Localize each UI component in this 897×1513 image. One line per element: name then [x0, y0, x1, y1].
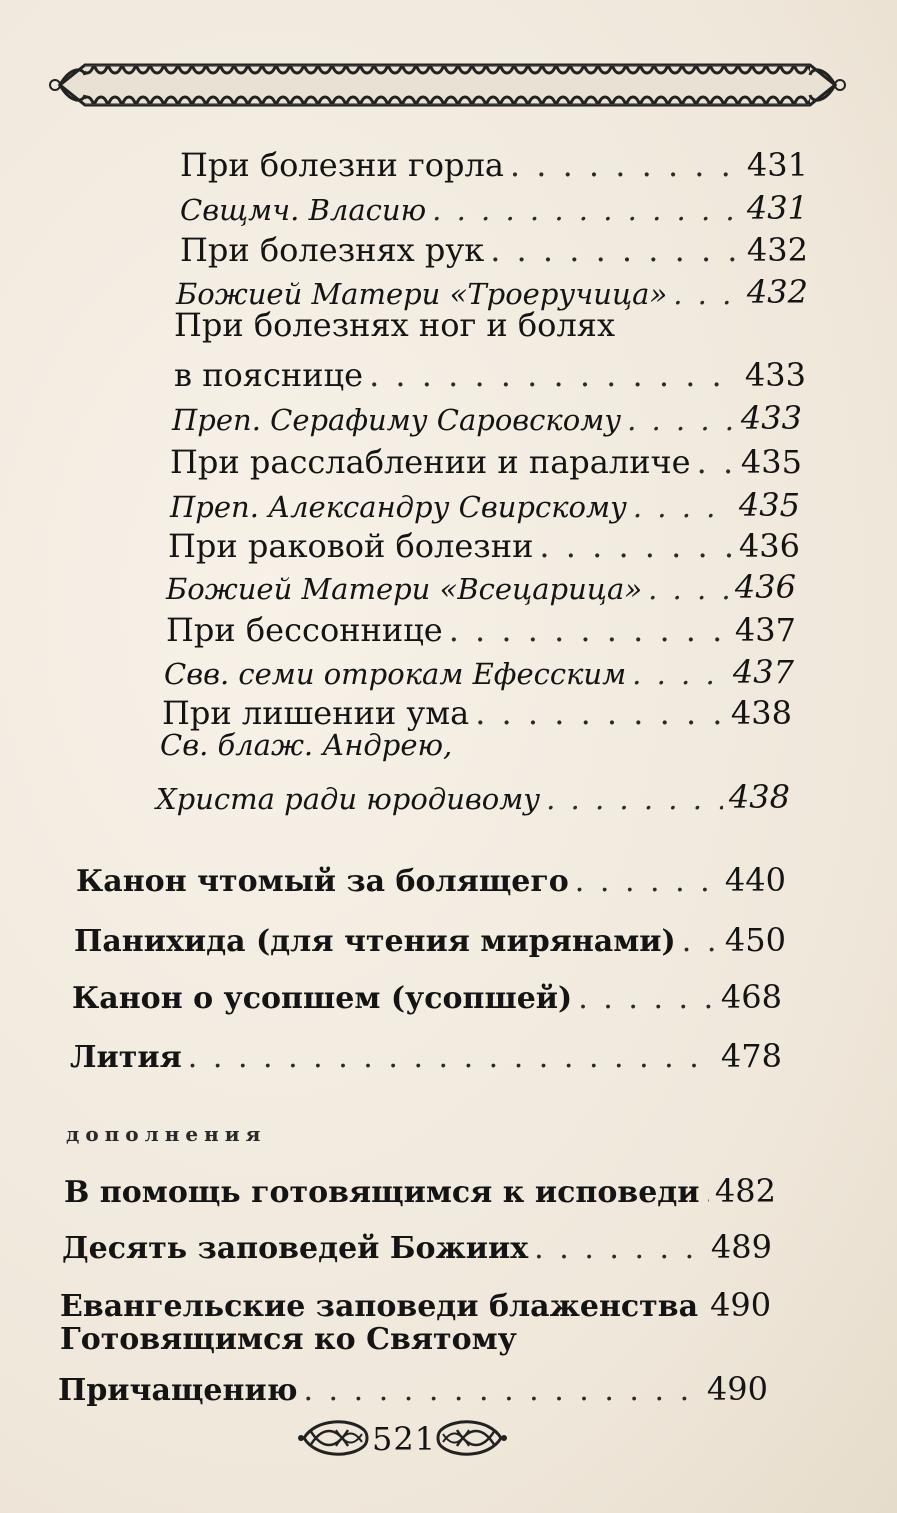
toc-entry[interactable]	[170, 480, 800, 524]
toc-entry-label: При бессоннице	[166, 611, 443, 649]
toc-main-entry[interactable]	[60, 1280, 770, 1324]
toc-entry-page: 437	[734, 611, 796, 649]
toc-entry-page: 440	[724, 861, 786, 899]
toc-entry-page: 433	[740, 399, 802, 437]
braid-ornament-icon	[45, 45, 850, 125]
leader-dots	[303, 1373, 700, 1408]
toc-entry-page: 490	[710, 1286, 772, 1324]
leader-dots	[697, 443, 735, 481]
toc-main-entry[interactable]	[76, 855, 786, 899]
toc-entry[interactable]	[166, 562, 796, 606]
toc-entry-label: Евангельские заповеди блаженства	[60, 1289, 699, 1324]
toc-entry-page: 490	[706, 1370, 768, 1408]
braid-ornament-icon	[296, 1410, 371, 1466]
leader-dots	[490, 231, 741, 269]
toc-entry[interactable]	[162, 688, 792, 732]
toc-entry[interactable]	[170, 437, 802, 481]
leader-dots	[510, 146, 741, 184]
leader-dots	[475, 694, 725, 732]
leader-dots	[449, 611, 729, 649]
toc-entry-label: При лишении ума	[162, 694, 470, 732]
leader-dots	[632, 657, 727, 691]
toc-entry-label: Божией Матери «Троеручица»	[176, 277, 668, 311]
toc-entry-label: Причащению	[58, 1373, 298, 1408]
toc-entry-label: При болезни горла	[180, 146, 504, 184]
toc-entry-page: 450	[724, 921, 786, 959]
braid-ornament-icon	[434, 1410, 509, 1466]
toc-entry-label: При расслаблении и параличе	[170, 443, 691, 481]
toc-entry-page: 436	[734, 568, 796, 606]
toc-entry-page: 435	[740, 443, 802, 481]
toc-entry[interactable]	[176, 267, 808, 311]
toc-entry[interactable]	[164, 647, 794, 691]
toc-entry-label-line1: При болезнях ног и болях	[174, 306, 615, 344]
leader-dots	[648, 572, 729, 606]
toc-entry[interactable]	[156, 770, 790, 816]
toc-main-entry[interactable]	[70, 1031, 782, 1075]
leader-dots	[369, 356, 739, 394]
toc-entry-label: Панихида (для чтения мирянами)	[74, 924, 676, 959]
toc-entry-label: Канон чтомый за болящего	[76, 864, 569, 899]
toc-entry-label: При раковой болезни	[168, 527, 534, 565]
leader-dots	[706, 1175, 709, 1210]
toc-entry-page: 431	[746, 146, 808, 184]
toc-entry-page: 432	[746, 231, 808, 269]
toc-entry-label: Свщмч. Власию	[180, 193, 427, 227]
toc-entry-label-line1: Св. блаж. Андрею,	[160, 728, 453, 762]
toc-main-entry[interactable]	[64, 1166, 776, 1210]
toc-entry[interactable]	[180, 225, 808, 269]
toc-entry-page: 432	[746, 273, 808, 311]
toc-entry-label: Канон о усопшем (усопшей)	[72, 981, 573, 1016]
leader-dots	[546, 782, 723, 816]
toc-entry-label: Христа ради юродивому	[156, 782, 541, 816]
toc-entry-label: В помощь готовящимся к исповеди	[64, 1175, 700, 1210]
toc-main-entry[interactable]	[62, 1222, 772, 1266]
leader-dots	[575, 864, 719, 899]
leader-dots	[673, 277, 741, 311]
toc-entry-page: 438	[730, 694, 792, 732]
toc-entry[interactable]	[174, 350, 806, 394]
toc-entry-page: 438	[728, 778, 790, 816]
toc-main-entry[interactable]	[58, 1364, 768, 1408]
leader-dots	[432, 193, 741, 227]
toc-entry-page: 435	[738, 486, 800, 524]
toc-entry-label: Свв. семи отрокам Ефесским	[164, 657, 627, 691]
toc-entry-label: в пояснице	[174, 356, 364, 394]
toc-entry-page: 468	[720, 978, 782, 1016]
toc-main-entry[interactable]	[74, 915, 786, 959]
toc-entry-label: При болезнях рук	[180, 231, 485, 269]
toc-entry[interactable]	[172, 393, 802, 437]
toc-entry-label-line1: Готовящимся ко Святому	[60, 1322, 517, 1357]
toc-entry[interactable]	[180, 183, 808, 227]
toc-entry-label: Божией Матери «Всецарица»	[166, 572, 643, 606]
toc-entry-label: Лития	[70, 1040, 182, 1075]
toc-entry-page: 437	[732, 653, 794, 691]
leader-dots	[633, 490, 733, 524]
toc-entry[interactable]	[166, 605, 796, 649]
toc-entry[interactable]	[168, 521, 800, 565]
toc-entry-page: 436	[738, 527, 800, 565]
toc-entry-page: 478	[720, 1037, 782, 1075]
toc-entry-label: Преп. Серафиму Саровскому	[172, 403, 622, 437]
toc-main-entry[interactable]	[72, 972, 782, 1016]
leader-dots	[578, 981, 715, 1016]
section-heading: дополнения	[66, 1122, 267, 1146]
leader-dots	[188, 1040, 715, 1075]
toc-entry-label: Преп. Александру Свирскому	[170, 490, 627, 524]
leader-dots	[682, 924, 719, 959]
toc-entry-page: 431	[746, 189, 808, 227]
toc-entry-label: Десять заповедей Божиих	[62, 1231, 529, 1266]
leader-dots	[534, 1231, 705, 1266]
leader-dots	[627, 403, 735, 437]
page-number: 521	[372, 1420, 437, 1458]
toc-entry[interactable]	[180, 140, 808, 184]
leader-dots	[539, 527, 733, 565]
toc-entry-page: 433	[744, 356, 806, 394]
toc-entry-page: 482	[714, 1172, 776, 1210]
toc-entry-page: 489	[710, 1228, 772, 1266]
